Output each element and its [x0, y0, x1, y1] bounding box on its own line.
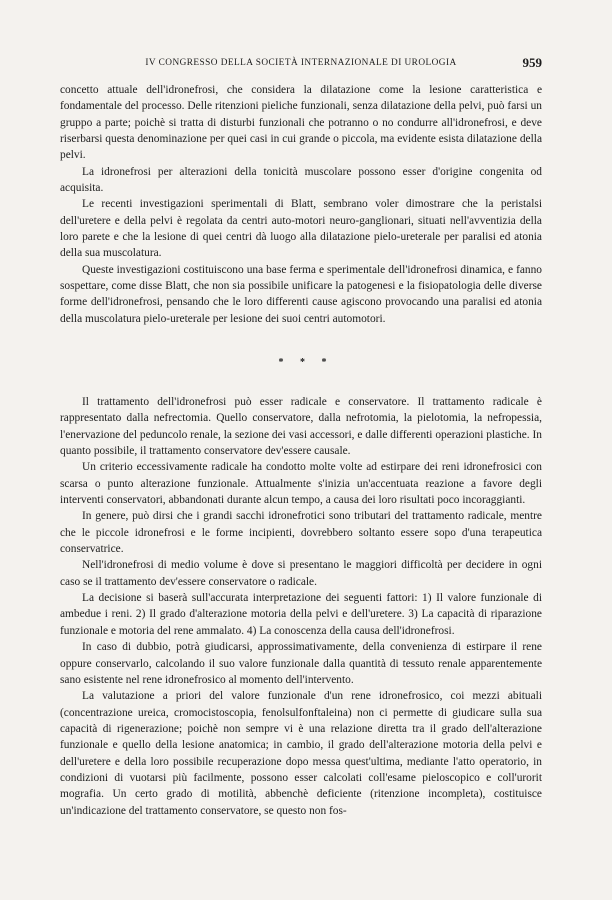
paragraph: La idronefrosi per alterazioni della tonicità muscolare possono esser d'origine congenita od acquisita. — [60, 165, 542, 195]
paragraph: La valutazione a priori del valore funzionale d'un rene idronefrosico, coi mezzi abituali (concentrazione ureica, cromocistoscopia, fenolsulfonftaleina) non ci permette di giudicare sulla sua capacità di rigenerazione; poichè non sempre vi è una relazione diretta tra il grado dell'alterazione funzionale e quello della lesione anatomica; in cambio, il grado dell'alterazione motoria della pelvi e dell'uretere e della loro possibile recuperazione dopo messa quest'ultima, mediante l'atto operatorio, in condizioni di vuotarsi più facilmente, possono esser calcolati coll'esame pieloscopico e coll'urorit mografia. Un certo grado di motilità, abbenchè deficiente (ritenzione incompleta), costituisce un'indicazione del trattamento conservatore, se questo non fos- — [60, 690, 542, 817]
page-number: 959 — [522, 55, 542, 70]
paragraph: concetto attuale dell'idronefrosi, che considera la dilatazione come la lesione caratteristica e fondamentale del processo. Delle ritenzioni pieliche funzionali, senza dilatazione della pelvi, può farsi un gruppo a parte; poichè si tratta di disturbi funzionali che potranno o no condurre all'idronefrosi, e deve riserbarsi questa denominazione per quei casi in cui grande o piccola, ma evidente esista dilatazione della pelvi. — [60, 84, 542, 162]
section-trattamento — [60, 394, 542, 819]
paragraph: Un criterio eccessivamente radicale ha condotto molte volte ad estirpare dei reni idronefrosici con scarsa o punto alterazione funzionale. Attualmente s'inizia un'accentuata reazione a favore degli interventi conservatori, abbandonati durante alcun tempo, a causa dei loro risultati poco incoraggianti. — [60, 461, 542, 507]
running-header — [60, 55, 542, 75]
paragraph: Queste investigazioni costituiscono una base ferma e sperimentale dell'idronefrosi dinamica, e fanno sospettare, come disse Blatt, che non sia possibile unificare la patogenesi e la fisiopatologia delle diverse forme dell'idronefrosi, pensando che le loro differenti cause agiscono provocando una paralisi ed atonia della muscolatura pielo-ureterale per lesione dei suoi centri automotori. — [60, 263, 542, 325]
paragraph: Nell'idronefrosi di medio volume è dove si presentano le maggiori difficoltà per decidere in ogni caso se il trattamento dev'essere conservatore o radicale. — [60, 559, 542, 588]
paragraph: Le recenti investigazioni sperimentali di Blatt, sembrano voler dimostrare che la peristalsi dell'uretere e della pelvi è regolata da centri auto-motori neuro-ganglionari, situati nell'avventizia della loro parete e che la lesione di quei centri dà luogo alla dilatazione pielo-ureterale per paralisi ed atonia della sua muscolatura. — [60, 198, 542, 260]
paragraph: In caso di dubbio, potrà giudicarsi, approssimativamente, della convenienza di estirpare il rene oppure conservarlo, calcolando il suo valore funzionale dalla quantità di tessuto renale apparentemente sano esistente nel rene idronefrosico al momento dell'intervento. — [60, 641, 542, 686]
paragraph: In genere, può dirsi che i grandi sacchi idronefrotici sono tributari del trattamento radicale, mentre che le piccole idronefrosi e le forme incipienti, dovrebbero soltanto essere sopo d'una terapeutica conservatrice. — [60, 510, 542, 556]
section-separator: * * * — [278, 357, 334, 368]
section-idronefrosi-patogenesi — [60, 82, 542, 327]
paragraph: La decisione si baserà sull'accurata interpretazione dei seguenti fattori: 1) Il valore funzionale di ambedue i reni. 2) Il grado d'alterazione motoria della pelvi e dell'uretere. 3) La capacità di riparazione funzionale e motoria del rene ammalato. 4) La conoscenza della causa dell'idronefrosi. — [60, 592, 542, 637]
paragraph: Il trattamento dell'idronefrosi può esser radicale e conservatore. Il trattamento radicale è rappresentato dalla nefrectomia. Quello conservatore, dalla nefrotomia, la pielotomia, la nefropessia, l'enervazione del peduncolo renale, la sezione dei vasi accessori, e dalle differenti operazioni plastiche. In quanto possibile, il trattamento conservatore dev'essere causale. — [60, 396, 542, 458]
running-title: IV CONGRESSO DELLA SOCIETÀ INTERNAZIONALE DI UROLOGIA — [145, 58, 457, 68]
